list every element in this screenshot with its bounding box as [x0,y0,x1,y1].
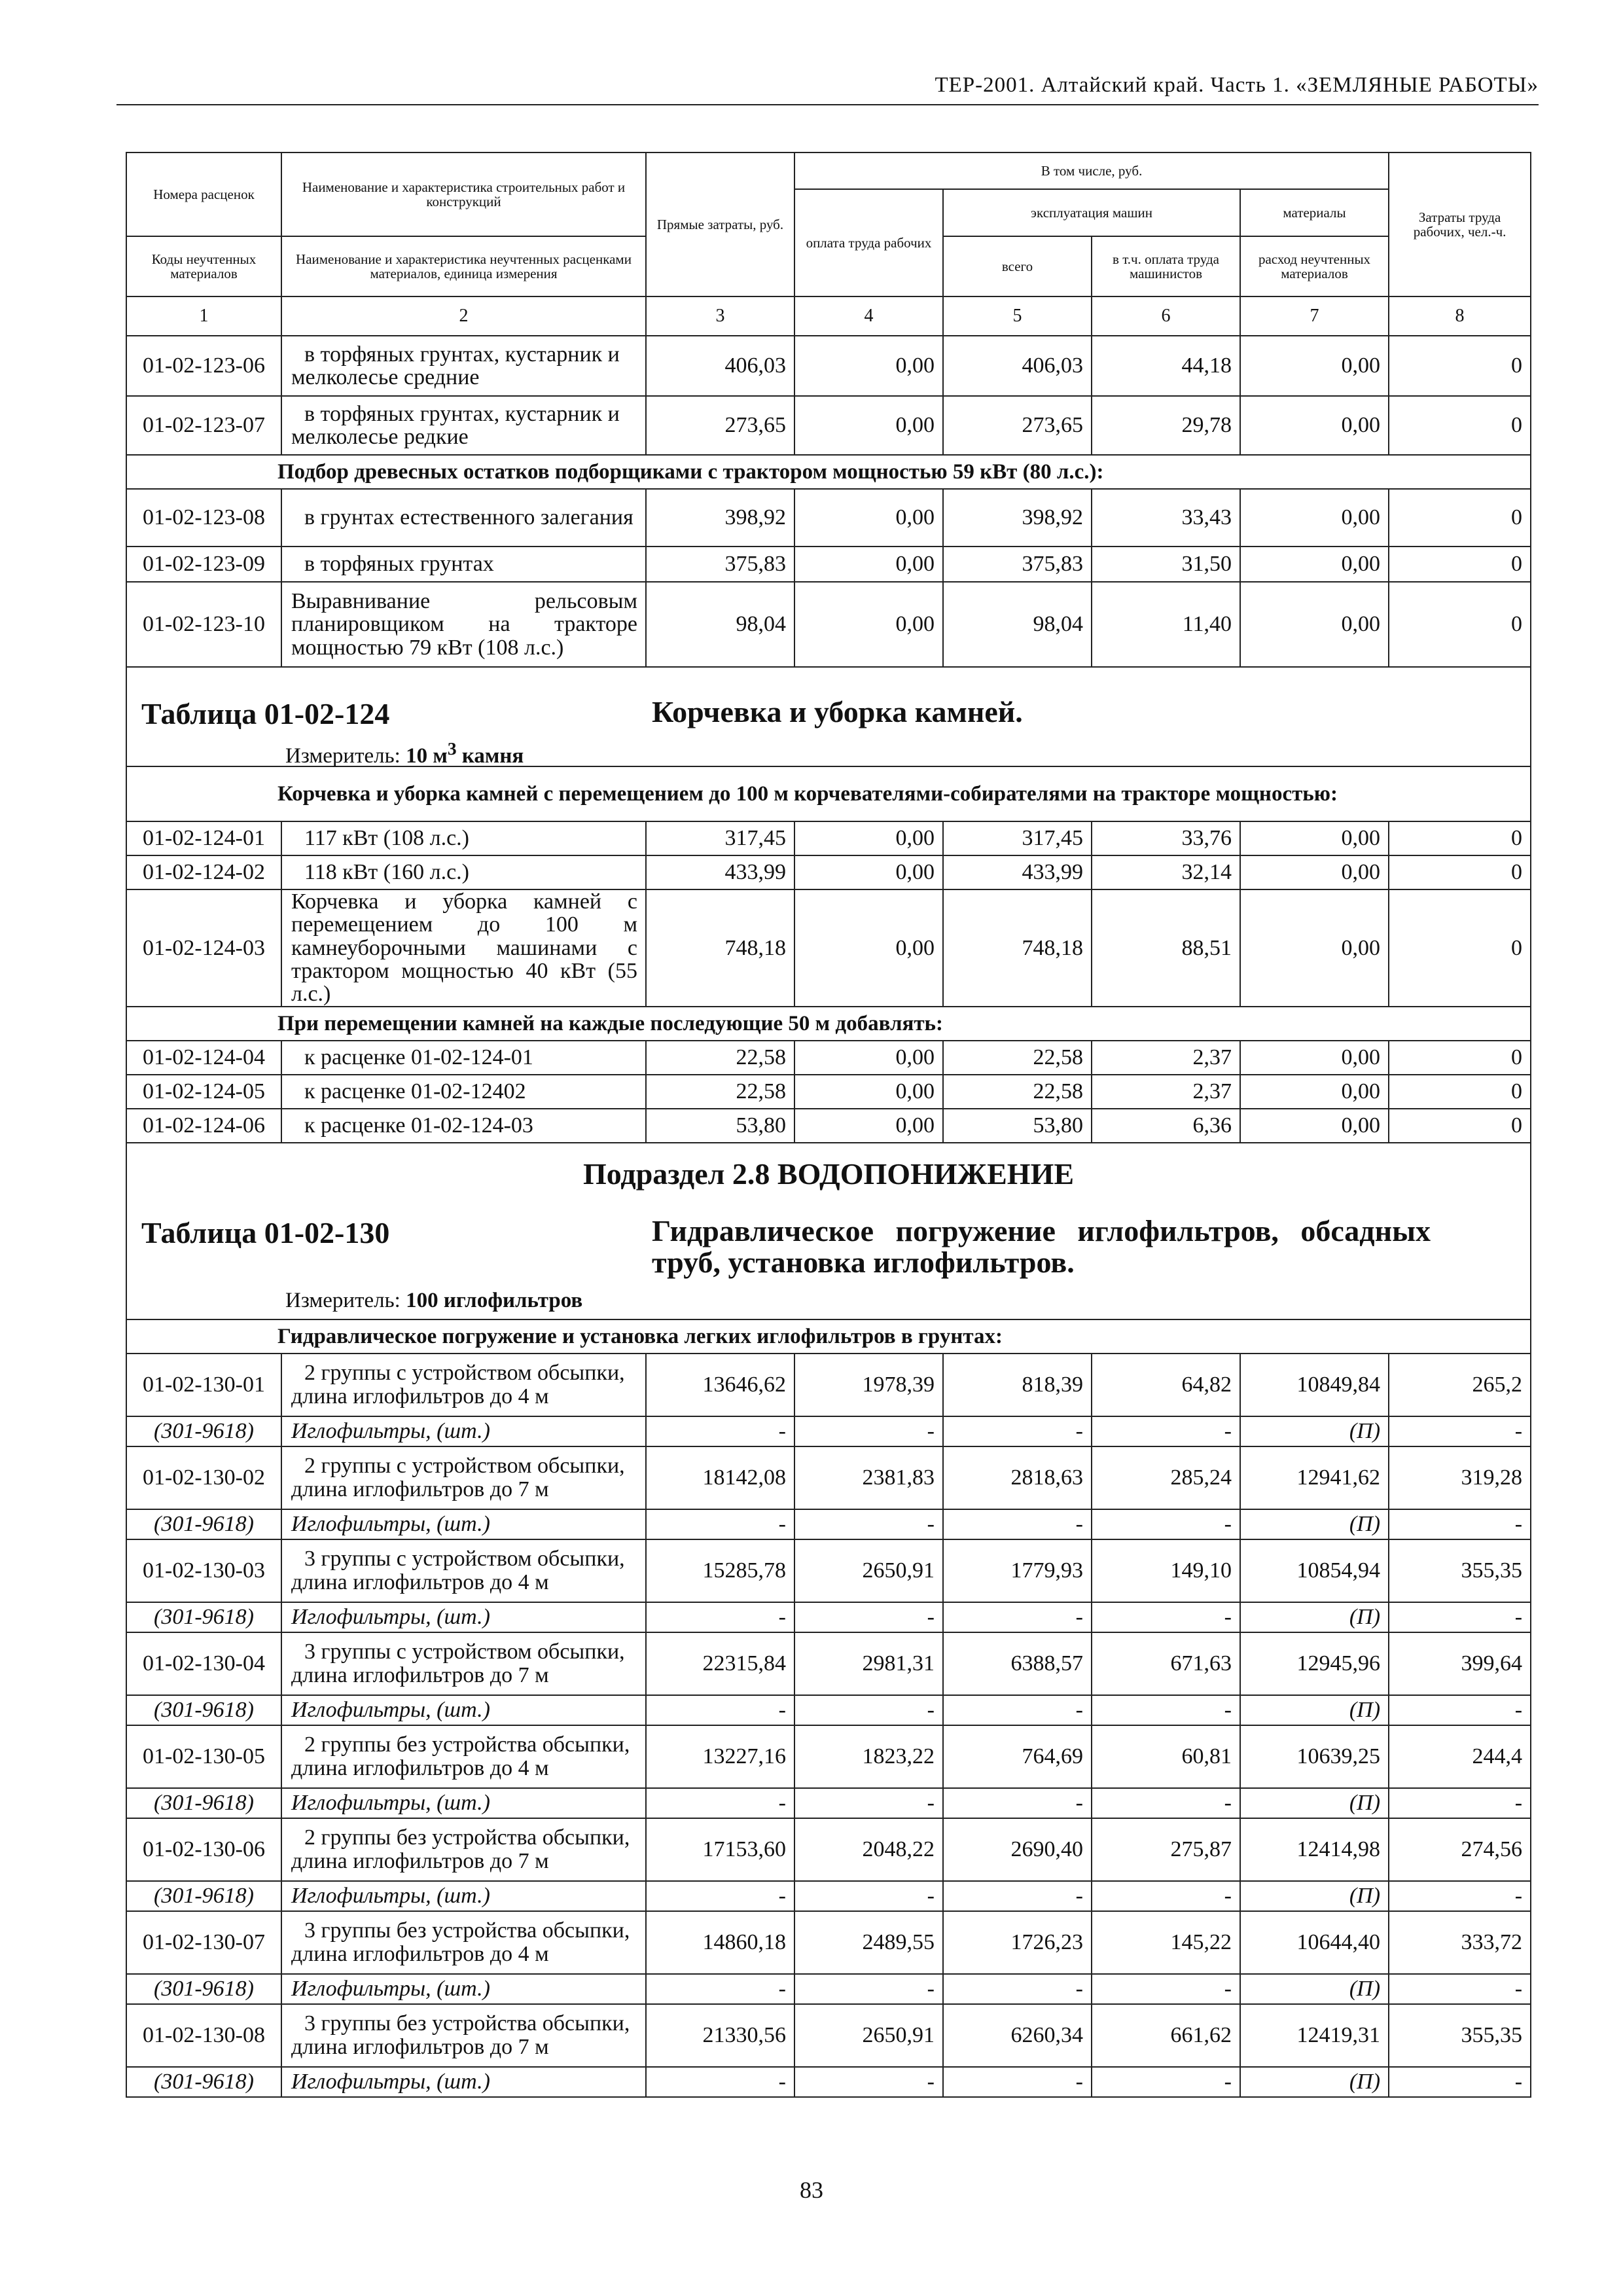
material-dash: - [646,1602,794,1632]
material-dash: - [1092,1695,1240,1725]
rate-value: 31,50 [1092,547,1240,582]
rate-value: 33,43 [1092,489,1240,547]
rate-value: 764,69 [943,1725,1092,1788]
head-incl-wage: в т.ч. оплата труда машинистов [1092,236,1240,296]
material-dash: - [794,1509,943,1539]
table-row [126,1109,1531,1143]
material-mark: (П) [1240,1881,1389,1911]
rate-value: 149,10 [1092,1539,1240,1602]
rate-name: в грунтах естественного залегания [281,489,646,547]
rate-code: 01-02-130-05 [126,1725,281,1788]
material-dash: - [943,1509,1092,1539]
meter-unit: камня [461,744,524,768]
rate-value: 22,58 [646,1075,794,1109]
rate-value: 0 [1389,855,1531,889]
rate-value: 661,62 [1092,2004,1240,2067]
rate-value: 398,92 [646,489,794,547]
group-row [126,455,1531,489]
table-130-label: Таблица 01-02-130 [141,1215,390,1249]
column-number: 3 [646,296,794,336]
rate-value: 21330,56 [646,2004,794,2067]
material-code: (301-9618) [126,1788,281,1818]
rate-value: 22,58 [943,1041,1092,1075]
rate-value: 22,58 [646,1041,794,1075]
rate-value: 0 [1389,396,1531,455]
material-code: (301-9618) [126,1695,281,1725]
table-row [126,1354,1531,1416]
material-code: (301-9618) [126,2067,281,2097]
material-dash: - [943,1602,1092,1632]
rate-value: 0,00 [794,821,943,855]
rate-value: 333,72 [1389,1911,1531,1974]
rate-value: 13646,62 [646,1354,794,1416]
rate-value: 2381,83 [794,1446,943,1509]
rate-value: 0,00 [1240,336,1389,396]
rate-value: 818,39 [943,1354,1092,1416]
group-heading: При перемещении камней на каждые последующие 50 м добавлять: [126,1007,1531,1041]
table-row [126,1632,1531,1695]
rate-value: 0,00 [1240,396,1389,455]
table-130-title: Гидравлическое погружение иглофильтров, обсадных труб, установка иглофильтров. [652,1213,1431,1280]
material-row [126,1509,1531,1539]
rate-value: 53,80 [646,1109,794,1143]
rate-value: 13227,16 [646,1725,794,1788]
rate-value: 0,00 [1240,1041,1389,1075]
rate-value: 317,45 [646,821,794,855]
material-code: (301-9618) [126,1974,281,2004]
column-number: 7 [1240,296,1389,336]
rate-value: 10639,25 [1240,1725,1389,1788]
rate-value: 33,76 [1092,821,1240,855]
rate-value: 0,00 [794,396,943,455]
material-name: Иглофильтры, (шт.) [281,1881,646,1911]
rate-value: 0 [1389,1109,1531,1143]
rate-code: 01-02-124-04 [126,1041,281,1075]
material-mark: (П) [1240,2067,1389,2097]
table-row [126,855,1531,889]
rate-name: 2 группы с устройством обсыпки, длина иглофильтров до 4 м [281,1354,646,1416]
material-dash: - [794,1602,943,1632]
rate-code: 01-02-124-05 [126,1075,281,1109]
rate-value: 2690,40 [943,1818,1092,1881]
rate-code: 01-02-123-08 [126,489,281,547]
material-dash: - [646,1788,794,1818]
material-code: (301-9618) [126,1881,281,1911]
rate-name: 3 группы без устройства обсыпки, длина иглофильтров до 7 м [281,2004,646,2067]
rate-value: 0 [1389,336,1531,396]
rate-name: в торфяных грунтах [281,547,646,582]
running-header [116,73,1539,105]
rate-value: 0,00 [1240,821,1389,855]
rate-value: 1726,23 [943,1911,1092,1974]
material-name: Иглофильтры, (шт.) [281,1974,646,2004]
rate-value: 2,37 [1092,1075,1240,1109]
material-dash: - [794,1695,943,1725]
rate-name: 2 группы с устройством обсыпки, длина иглофильтров до 7 м [281,1446,646,1509]
table-row [126,1539,1531,1602]
rate-value: 14860,18 [646,1911,794,1974]
material-dash: - [794,2067,943,2097]
table-row [126,1911,1531,1974]
meter-prefix: Измеритель: [285,744,401,768]
material-code: (301-9618) [126,1602,281,1632]
rate-value: 2489,55 [794,1911,943,1974]
rate-value: 6,36 [1092,1109,1240,1143]
material-row [126,1416,1531,1446]
rate-value: 244,4 [1389,1725,1531,1788]
rate-name: 117 кВт (108 л.с.) [281,821,646,855]
rate-value: 319,28 [1389,1446,1531,1509]
material-dash: - [1389,1509,1531,1539]
rate-name: в торфяных грунтах, кустарник и мелколесье редкие [281,396,646,455]
rate-code: 01-02-123-09 [126,547,281,582]
rate-value: 0,00 [794,889,943,1007]
head-codes: Номера расценок [126,152,281,236]
material-dash: - [794,1416,943,1446]
material-row [126,1788,1531,1818]
rate-code: 01-02-124-03 [126,889,281,1007]
rate-value: 399,64 [1389,1632,1531,1695]
rate-value: 748,18 [943,889,1092,1007]
table-row [126,582,1531,667]
table-130-meter [285,1289,582,1313]
material-dash: - [1389,1974,1531,2004]
column-number: 1 [126,296,281,336]
rate-value: 406,03 [646,336,794,396]
rate-code: 01-02-130-03 [126,1539,281,1602]
rate-code: 01-02-124-01 [126,821,281,855]
material-dash: - [1092,1974,1240,2004]
table-row [126,1725,1531,1788]
rate-code: 01-02-130-06 [126,1818,281,1881]
material-dash: - [1092,1509,1240,1539]
material-dash: - [1092,1602,1240,1632]
rate-code: 01-02-123-07 [126,396,281,455]
rate-name: Корчевка и уборка камней с перемещением до 100 м камнеуборочными машинами с трактором мощностью 40 кВт (55 л.с.) [281,889,646,1007]
table-row [126,821,1531,855]
rate-value: 22315,84 [646,1632,794,1695]
rate-code: 01-02-130-07 [126,1911,281,1974]
material-row [126,1695,1531,1725]
rate-value: 433,99 [646,855,794,889]
rate-value: 29,78 [1092,396,1240,455]
rate-code: 01-02-123-06 [126,336,281,396]
rate-value: 0,00 [1240,1109,1389,1143]
material-mark: (П) [1240,1509,1389,1539]
rate-value: 0,00 [794,1109,943,1143]
meter-value [406,738,524,768]
head-labor: Затраты труда рабочих, чел.-ч. [1389,152,1531,296]
head-mat-cost: расход неучтенных материалов [1240,236,1389,296]
material-dash: - [1389,1602,1531,1632]
rate-value: 0 [1389,582,1531,667]
rate-value: 375,83 [943,547,1092,582]
rate-value: 0,00 [794,855,943,889]
rate-code: 01-02-124-06 [126,1109,281,1143]
rate-value: 273,65 [943,396,1092,455]
material-mark: (П) [1240,1974,1389,2004]
heading-block-row [126,667,1531,766]
rate-value: 0,00 [794,582,943,667]
table-row [126,889,1531,1007]
rate-name: 3 группы с устройством обсыпки, длина иглофильтров до 4 м [281,1539,646,1602]
table-124-title: Корчевка и уборка камней. [652,695,1023,728]
material-dash: - [943,1695,1092,1725]
rate-code: 01-02-130-08 [126,2004,281,2067]
rate-code: 01-02-130-02 [126,1446,281,1509]
material-mark: (П) [1240,1602,1389,1632]
material-name: Иглофильтры, (шт.) [281,1416,646,1446]
meter-number: 10 м [406,744,448,768]
rate-value: 17153,60 [646,1818,794,1881]
rate-value: 0 [1389,889,1531,1007]
rate-value: 2,37 [1092,1041,1240,1075]
table-row [126,547,1531,582]
section-title: Подраздел 2.8 ВОДОПОНИЖЕНИЕ [582,1157,1075,1191]
rate-value: 12945,96 [1240,1632,1389,1695]
rate-value: 10854,94 [1240,1539,1389,1602]
head-machines: эксплуатация машин [943,189,1240,236]
material-dash: - [943,1788,1092,1818]
material-dash: - [1092,2067,1240,2097]
material-mark: (П) [1240,1788,1389,1818]
rate-value: 2650,91 [794,1539,943,1602]
rate-value: 64,82 [1092,1354,1240,1416]
rate-value: 22,58 [943,1075,1092,1109]
material-name: Иглофильтры, (шт.) [281,1602,646,1632]
rate-value: 0,00 [794,489,943,547]
heading-block [126,667,1531,766]
material-dash: - [646,2067,794,2097]
material-code: (301-9618) [126,1509,281,1539]
rate-value: 0,00 [1240,1075,1389,1109]
head-wage: оплата труда рабочих [794,189,943,296]
meter-value: 100 иглофильтров [406,1288,583,1312]
page-number: 83 [800,2177,823,2203]
rate-value: 355,35 [1389,1539,1531,1602]
table-124-label: Таблица 01-02-124 [141,697,390,730]
material-name: Иглофильтры, (шт.) [281,1509,646,1539]
heading-block [126,1143,1531,1319]
material-mark: (П) [1240,1416,1389,1446]
rate-value: 275,87 [1092,1818,1240,1881]
rate-value: 1779,93 [943,1539,1092,1602]
head-mat-codes: Коды неучтенных материалов [126,236,281,296]
material-dash: - [1092,1881,1240,1911]
rate-value: 274,56 [1389,1818,1531,1881]
rate-value: 12414,98 [1240,1818,1389,1881]
material-dash: - [943,1881,1092,1911]
rate-value: 12941,62 [1240,1446,1389,1509]
rate-value: 2818,63 [943,1446,1092,1509]
rate-value: 406,03 [943,336,1092,396]
material-dash: - [1092,1416,1240,1446]
rate-value: 98,04 [646,582,794,667]
rate-value: 748,18 [646,889,794,1007]
rate-name: в торфяных грунтах, кустарник и мелколесье средние [281,336,646,396]
meter-exponent: 3 [447,738,457,759]
rate-code: 01-02-124-02 [126,855,281,889]
rate-value: 0 [1389,821,1531,855]
column-number: 8 [1389,296,1531,336]
rate-value: 10644,40 [1240,1911,1389,1974]
head-in-that: В том числе, руб. [794,152,1389,189]
material-dash: - [646,1509,794,1539]
material-dash: - [1092,1788,1240,1818]
table-row [126,396,1531,455]
material-dash: - [646,1695,794,1725]
rate-name: к расценке 01-02-124-03 [281,1109,646,1143]
group-row [126,766,1531,821]
table-124-meter [285,738,524,768]
table-row [126,1446,1531,1509]
rate-value: 1978,39 [794,1354,943,1416]
rate-name: к расценке 01-02-12402 [281,1075,646,1109]
group-heading: Корчевка и уборка камней с перемещением до 100 м корчевателями-собирателями на тракторе мощностью: [126,766,1531,821]
head-names: Наименование и характеристика строительных работ и конструкций [281,152,646,236]
rate-value: 273,65 [646,396,794,455]
rate-value: 317,45 [943,821,1092,855]
rate-value: 0 [1389,489,1531,547]
rate-code: 01-02-123-10 [126,582,281,667]
rate-value: 0,00 [1240,489,1389,547]
rate-value: 0 [1389,547,1531,582]
material-dash: - [646,1416,794,1446]
rate-value: 44,18 [1092,336,1240,396]
material-name: Иглофильтры, (шт.) [281,1695,646,1725]
material-dash: - [794,1881,943,1911]
column-numbers-row [126,296,1531,336]
rate-value: 1823,22 [794,1725,943,1788]
rate-value: 11,40 [1092,582,1240,667]
group-heading: Гидравлическое погружение и установка легких иглофильтров в грунтах: [126,1319,1531,1354]
material-dash: - [943,1974,1092,2004]
material-code: (301-9618) [126,1416,281,1446]
rates-table [126,152,1531,2098]
rate-value: 60,81 [1092,1725,1240,1788]
rate-value: 0,00 [1240,547,1389,582]
rate-value: 0 [1389,1041,1531,1075]
rate-value: 285,24 [1092,1446,1240,1509]
group-row [126,1007,1531,1041]
rate-value: 0,00 [794,1075,943,1109]
rate-value: 6388,57 [943,1632,1092,1695]
material-row [126,1602,1531,1632]
rate-value: 0,00 [1240,582,1389,667]
rate-value: 2048,22 [794,1818,943,1881]
table-row [126,1818,1531,1881]
material-dash: - [943,1416,1092,1446]
table-row [126,1041,1531,1075]
material-dash: - [1389,2067,1531,2097]
rate-name: 3 группы без устройства обсыпки, длина иглофильтров до 4 м [281,1911,646,1974]
material-dash: - [1389,1416,1531,1446]
rate-name: 3 группы с устройством обсыпки, длина иглофильтров до 7 м [281,1632,646,1695]
rate-value: 0,00 [794,336,943,396]
rate-value: 0 [1389,1075,1531,1109]
rate-value: 98,04 [943,582,1092,667]
material-dash: - [646,1974,794,2004]
material-dash: - [794,1974,943,2004]
material-mark: (П) [1240,1695,1389,1725]
material-dash: - [794,1788,943,1818]
rate-value: 265,2 [1389,1354,1531,1416]
material-dash: - [943,2067,1092,2097]
column-number: 2 [281,296,646,336]
material-row [126,2067,1531,2097]
rate-value: 15285,78 [646,1539,794,1602]
table-row [126,336,1531,396]
rate-name: к расценке 01-02-124-01 [281,1041,646,1075]
heading-block-row [126,1143,1531,1319]
rate-value: 32,14 [1092,855,1240,889]
rate-value: 88,51 [1092,889,1240,1007]
head-direct: Прямые затраты, руб. [646,152,794,296]
rate-name: 2 группы без устройства обсыпки, длина иглофильтров до 7 м [281,1818,646,1881]
rate-value: 10849,84 [1240,1354,1389,1416]
rate-value: 0,00 [1240,889,1389,1007]
rate-code: 01-02-130-01 [126,1354,281,1416]
rate-value: 145,22 [1092,1911,1240,1974]
material-name: Иглофильтры, (шт.) [281,2067,646,2097]
head-total: всего [943,236,1092,296]
rate-value: 0,00 [794,1041,943,1075]
group-row [126,1319,1531,1354]
table-row [126,2004,1531,2067]
head-mat-names: Наименование и характеристика неучтенных расценками материалов, единица измерения [281,236,646,296]
rate-value: 6260,34 [943,2004,1092,2067]
rate-value: 53,80 [943,1109,1092,1143]
rate-value: 671,63 [1092,1632,1240,1695]
rate-value: 433,99 [943,855,1092,889]
rate-value: 2981,31 [794,1632,943,1695]
column-number: 4 [794,296,943,336]
rate-name: Выравнивание рельсовым планировщиком на тракторе мощностью 79 кВт (108 л.с.) [281,582,646,667]
table-row [126,1075,1531,1109]
group-heading: Подбор древесных остатков подборщиками с трактором мощностью 59 кВт (80 л.с.): [126,455,1531,489]
rate-value: 0,00 [794,547,943,582]
rate-value: 355,35 [1389,2004,1531,2067]
rate-value: 18142,08 [646,1446,794,1509]
rate-value: 12419,31 [1240,2004,1389,2067]
head-materials: материалы [1240,189,1389,236]
running-title: ТЕР-2001. Алтайский край. Часть 1. «ЗЕМЛЯНЫЕ РАБОТЫ» [935,73,1539,97]
rate-value: 375,83 [646,547,794,582]
column-number: 5 [943,296,1092,336]
meter-prefix: Измеритель: [285,1288,401,1312]
rate-value: 398,92 [943,489,1092,547]
material-row [126,1881,1531,1911]
rate-code: 01-02-130-04 [126,1632,281,1695]
material-dash: - [646,1881,794,1911]
table-row [126,489,1531,547]
material-dash: - [1389,1695,1531,1725]
rate-value: 0,00 [1240,855,1389,889]
material-dash: - [1389,1788,1531,1818]
material-name: Иглофильтры, (шт.) [281,1788,646,1818]
rate-name: 2 группы без устройства обсыпки, длина иглофильтров до 4 м [281,1725,646,1788]
column-number: 6 [1092,296,1240,336]
material-row [126,1974,1531,2004]
material-dash: - [1389,1881,1531,1911]
rate-name: 118 кВт (160 л.с.) [281,855,646,889]
rate-value: 2650,91 [794,2004,943,2067]
